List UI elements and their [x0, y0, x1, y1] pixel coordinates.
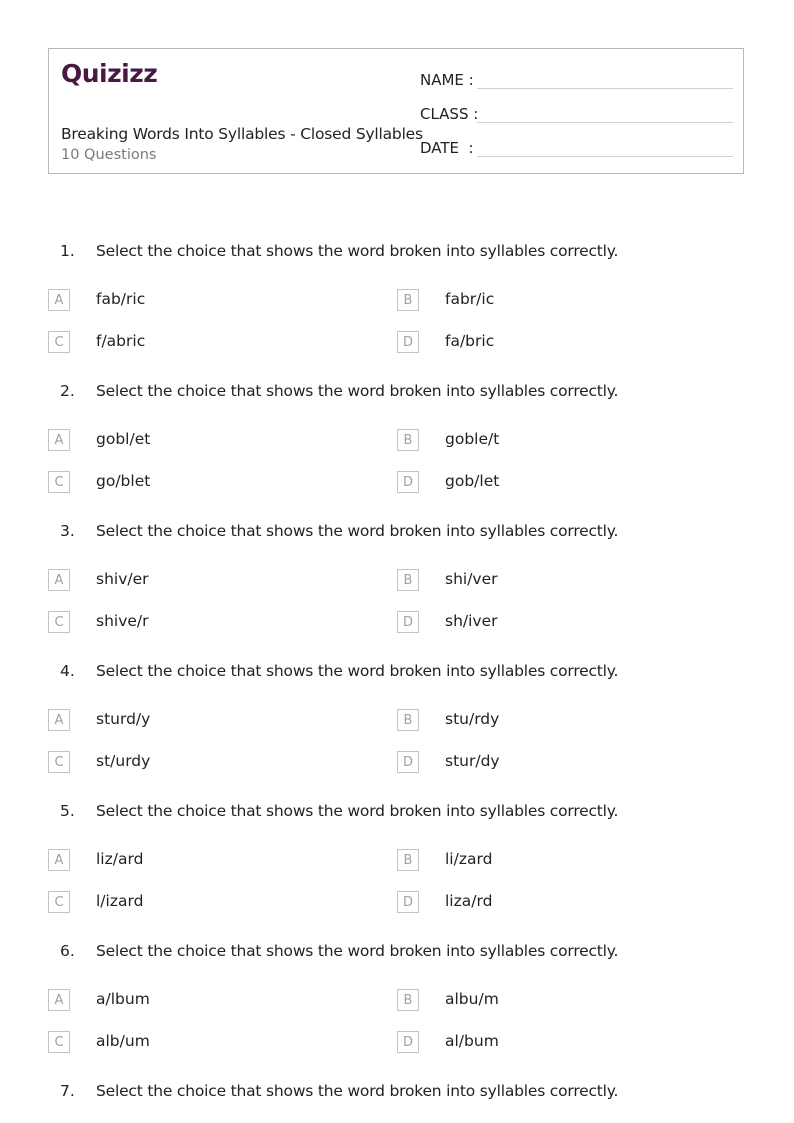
question-7 [0, 1082, 794, 1112]
question-number: 3. [60, 522, 75, 540]
option-letter: A [48, 709, 70, 731]
option-b[interactable] [397, 429, 697, 453]
option-a[interactable] [48, 429, 348, 453]
option-letter: A [48, 569, 70, 591]
question-text: Select the choice that shows the word broken into syllables correctly. [96, 522, 619, 540]
option-letter: A [48, 989, 70, 1011]
question-text: Select the choice that shows the word broken into syllables correctly. [96, 1082, 619, 1100]
option-letter: D [397, 471, 419, 493]
question-number: 7. [60, 1082, 75, 1100]
quizizz-logo: Quizizz [61, 59, 158, 88]
option-text: li/zard [445, 850, 493, 868]
date-label: DATE : [420, 139, 474, 157]
option-d[interactable] [397, 751, 697, 775]
option-text: stu/rdy [445, 710, 500, 728]
option-letter: B [397, 429, 419, 451]
option-letter: D [397, 891, 419, 913]
option-a[interactable] [48, 569, 348, 593]
option-c[interactable] [48, 751, 348, 775]
option-c[interactable] [48, 891, 348, 915]
option-text: a/lbum [96, 990, 150, 1008]
option-text: stur/dy [445, 752, 500, 770]
name-line[interactable] [477, 88, 733, 89]
option-text: fabr/ic [445, 290, 495, 308]
option-letter: D [397, 331, 419, 353]
option-text: gobl/et [96, 430, 151, 448]
option-a[interactable] [48, 989, 348, 1013]
option-letter: B [397, 289, 419, 311]
question-number: 6. [60, 942, 75, 960]
option-letter: D [397, 611, 419, 633]
option-c[interactable] [48, 1031, 348, 1055]
question-number: 5. [60, 802, 75, 820]
option-letter: C [48, 751, 70, 773]
option-text: shiv/er [96, 570, 149, 588]
option-text: albu/m [445, 990, 499, 1008]
option-letter: C [48, 1031, 70, 1053]
option-d[interactable] [397, 471, 697, 495]
option-b[interactable] [397, 989, 697, 1013]
option-text: fa/bric [445, 332, 495, 350]
date-line[interactable] [477, 156, 733, 157]
date-field[interactable] [420, 135, 733, 157]
option-a[interactable] [48, 849, 348, 873]
option-letter: A [48, 289, 70, 311]
option-text: fab/ric [96, 290, 146, 308]
option-text: liz/ard [96, 850, 144, 868]
question-2 [0, 382, 794, 522]
option-letter: C [48, 471, 70, 493]
option-text: l/izard [96, 892, 144, 910]
option-letter: B [397, 849, 419, 871]
option-text: gob/let [445, 472, 500, 490]
question-text: Select the choice that shows the word broken into syllables correctly. [96, 942, 619, 960]
option-letter: B [397, 989, 419, 1011]
question-number: 2. [60, 382, 75, 400]
question-text: Select the choice that shows the word broken into syllables correctly. [96, 802, 619, 820]
option-text: liza/rd [445, 892, 493, 910]
name-field[interactable] [420, 67, 733, 89]
name-label: NAME : [420, 71, 474, 89]
question-count: 10 Questions [61, 147, 157, 163]
question-text: Select the choice that shows the word broken into syllables correctly. [96, 662, 619, 680]
option-c[interactable] [48, 471, 348, 495]
option-d[interactable] [397, 331, 697, 355]
option-text: shi/ver [445, 570, 498, 588]
question-6 [0, 942, 794, 1082]
question-number: 1. [60, 242, 75, 260]
option-text: f/abric [96, 332, 146, 350]
worksheet-header [48, 48, 744, 174]
option-c[interactable] [48, 611, 348, 635]
option-text: goble/t [445, 430, 500, 448]
option-letter: C [48, 331, 70, 353]
option-letter: B [397, 569, 419, 591]
option-letter: D [397, 751, 419, 773]
class-label: CLASS : [420, 105, 479, 123]
class-line[interactable] [477, 122, 733, 123]
option-text: sturd/y [96, 710, 151, 728]
option-letter: B [397, 709, 419, 731]
question-4 [0, 662, 794, 802]
option-letter: C [48, 891, 70, 913]
option-b[interactable] [397, 709, 697, 733]
option-b[interactable] [397, 569, 697, 593]
option-text: sh/iver [445, 612, 498, 630]
worksheet-title: Breaking Words Into Syllables - Closed Syllables [61, 125, 423, 143]
option-letter: A [48, 849, 70, 871]
option-b[interactable] [397, 849, 697, 873]
option-letter: C [48, 611, 70, 633]
option-text: al/bum [445, 1032, 499, 1050]
option-c[interactable] [48, 331, 348, 355]
option-letter: A [48, 429, 70, 451]
question-number: 4. [60, 662, 75, 680]
question-1 [0, 242, 794, 382]
option-d[interactable] [397, 1031, 697, 1055]
question-text: Select the choice that shows the word broken into syllables correctly. [96, 242, 619, 260]
question-5 [0, 802, 794, 942]
option-d[interactable] [397, 611, 697, 635]
option-text: shive/r [96, 612, 149, 630]
option-d[interactable] [397, 891, 697, 915]
option-text: go/blet [96, 472, 151, 490]
question-text: Select the choice that shows the word broken into syllables correctly. [96, 382, 619, 400]
option-letter: D [397, 1031, 419, 1053]
option-text: st/urdy [96, 752, 151, 770]
class-field[interactable] [420, 101, 733, 123]
question-3 [0, 522, 794, 662]
option-text: alb/um [96, 1032, 150, 1050]
option-a[interactable] [48, 289, 348, 313]
option-b[interactable] [397, 289, 697, 313]
option-a[interactable] [48, 709, 348, 733]
